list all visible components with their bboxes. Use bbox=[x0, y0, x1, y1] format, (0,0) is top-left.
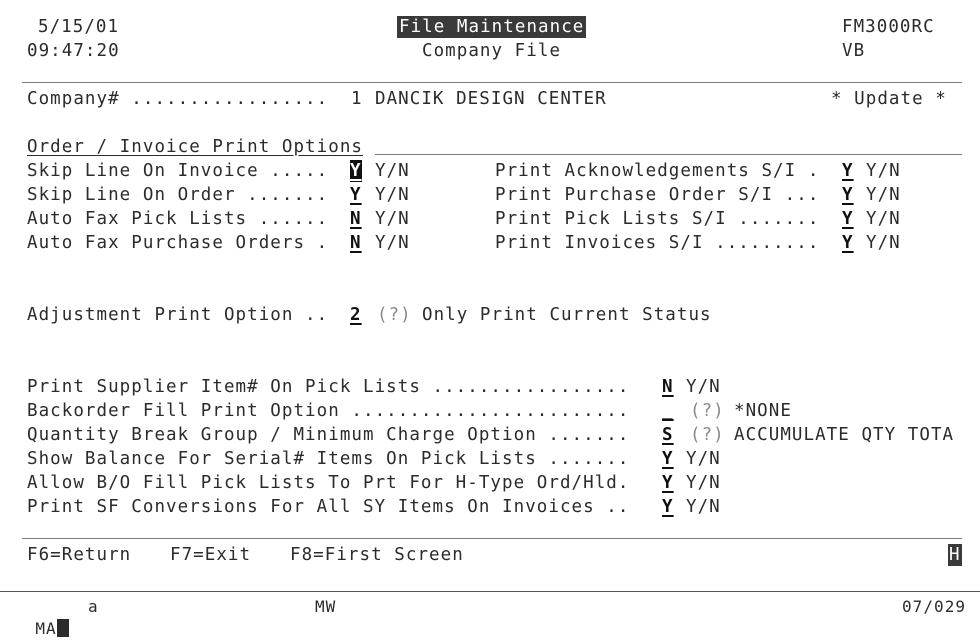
yn-hint: Y/N bbox=[375, 161, 410, 181]
section-title: Order / Invoice Print Options bbox=[27, 137, 363, 157]
adjustment-label: Adjustment Print Option .. bbox=[27, 305, 329, 325]
print-invoices-field[interactable]: Y bbox=[842, 233, 854, 253]
skip-line-order-label: Skip Line On Order ....... bbox=[27, 185, 329, 205]
print-invoices-label: Print Invoices S/I ......... bbox=[495, 233, 820, 253]
yn-hint: Y/N bbox=[686, 473, 721, 493]
print-pick-lists-label: Print Pick Lists S/I ....... bbox=[495, 209, 820, 229]
yn-hint: Y/N bbox=[375, 209, 410, 229]
cursor-block bbox=[57, 619, 69, 637]
yn-hint: Y/N bbox=[866, 233, 901, 253]
status-left bbox=[14, 596, 69, 640]
auto-fax-pick-lists-label: Auto Fax Pick Lists ...... bbox=[27, 209, 329, 229]
header-divider bbox=[22, 82, 962, 83]
yn-hint: Y/N bbox=[375, 233, 410, 253]
status-input: a bbox=[88, 597, 99, 616]
section-divider bbox=[375, 154, 962, 155]
print-pick-lists-field[interactable]: Y bbox=[842, 209, 854, 229]
yn-hint: Y/N bbox=[866, 161, 901, 181]
screen-title: File Maintenance bbox=[399, 17, 585, 37]
status-mw: MW bbox=[315, 597, 337, 616]
auto-fax-pick-lists-field[interactable]: N bbox=[350, 209, 362, 229]
auto-fax-po-field[interactable]: N bbox=[350, 233, 362, 253]
print-supplier-item-label: Print Supplier Item# On Pick Lists ................. bbox=[27, 377, 630, 397]
auto-fax-po-label: Auto Fax Purchase Orders . bbox=[27, 233, 329, 253]
yn-hint: Y/N bbox=[866, 185, 901, 205]
mode-indicator: * Update * bbox=[831, 89, 947, 109]
print-po-label: Print Purchase Order S/I ... bbox=[495, 185, 820, 205]
backorder-fill-desc: *NONE bbox=[734, 401, 792, 421]
cursor-position: 07/029 bbox=[902, 597, 967, 616]
print-sf-conversions-label: Print SF Conversions For All SY Items On Invoices .. bbox=[27, 497, 630, 517]
f6-return-key[interactable]: F6=Return bbox=[27, 545, 132, 565]
skip-line-invoice-label: Skip Line On Invoice ..... bbox=[27, 161, 329, 181]
print-sf-conversions-field[interactable]: Y bbox=[662, 497, 674, 517]
company-name: DANCIK DESIGN CENTER bbox=[375, 89, 607, 109]
adjustment-field[interactable]: 2 bbox=[350, 305, 362, 325]
qty-break-field[interactable]: S bbox=[662, 425, 674, 445]
footer-divider bbox=[22, 538, 962, 539]
skip-line-order-field[interactable]: Y bbox=[350, 185, 362, 205]
backorder-fill-field[interactable]: _ bbox=[662, 401, 674, 421]
company-label: Company# ................. bbox=[27, 89, 329, 109]
yn-hint: Y/N bbox=[375, 185, 410, 205]
yn-hint: Y/N bbox=[686, 377, 721, 397]
yn-hint: Y/N bbox=[686, 497, 721, 517]
status-ma: MA bbox=[35, 619, 57, 638]
allow-bo-fill-label: Allow B/O Fill Pick Lists To Prt For H-Type Ord/Hld. bbox=[27, 473, 630, 493]
skip-line-invoice-field[interactable]: Y bbox=[350, 161, 362, 181]
show-balance-label: Show Balance For Serial# Items On Pick Lists ....... bbox=[27, 449, 630, 469]
yn-hint: Y/N bbox=[866, 209, 901, 229]
adjustment-desc: Only Print Current Status bbox=[422, 305, 712, 325]
adjustment-prompt[interactable]: (?) bbox=[377, 305, 412, 325]
show-balance-field[interactable]: Y bbox=[662, 449, 674, 469]
qty-break-label: Quantity Break Group / Minimum Charge Option ....... bbox=[27, 425, 630, 445]
company-number: 1 bbox=[351, 89, 363, 109]
print-ack-field[interactable]: Y bbox=[842, 161, 854, 181]
screen-subtitle: Company File bbox=[422, 41, 562, 61]
print-ack-label: Print Acknowledgements S/I . bbox=[495, 161, 820, 181]
qty-break-desc: ACCUMULATE QTY TOTA bbox=[734, 425, 955, 445]
qty-break-prompt[interactable]: (?) bbox=[690, 425, 725, 445]
time: 09:47:20 bbox=[27, 41, 120, 61]
date: 5/15/01 bbox=[38, 17, 120, 37]
program-id: FM3000RC bbox=[842, 17, 935, 37]
print-po-field[interactable]: Y bbox=[842, 185, 854, 205]
yn-hint: Y/N bbox=[686, 449, 721, 469]
print-supplier-item-field[interactable]: N bbox=[662, 377, 674, 397]
f7-exit-key[interactable]: F7=Exit bbox=[170, 545, 252, 565]
allow-bo-fill-field[interactable]: Y bbox=[662, 473, 674, 493]
help-indicator[interactable]: H bbox=[949, 545, 961, 565]
user-id: VB bbox=[842, 41, 866, 61]
f8-first-screen-key[interactable]: F8=First Screen bbox=[290, 545, 464, 565]
status-divider bbox=[0, 591, 980, 592]
backorder-fill-label: Backorder Fill Print Option ........................ bbox=[27, 401, 630, 421]
backorder-fill-prompt[interactable]: (?) bbox=[690, 401, 725, 421]
